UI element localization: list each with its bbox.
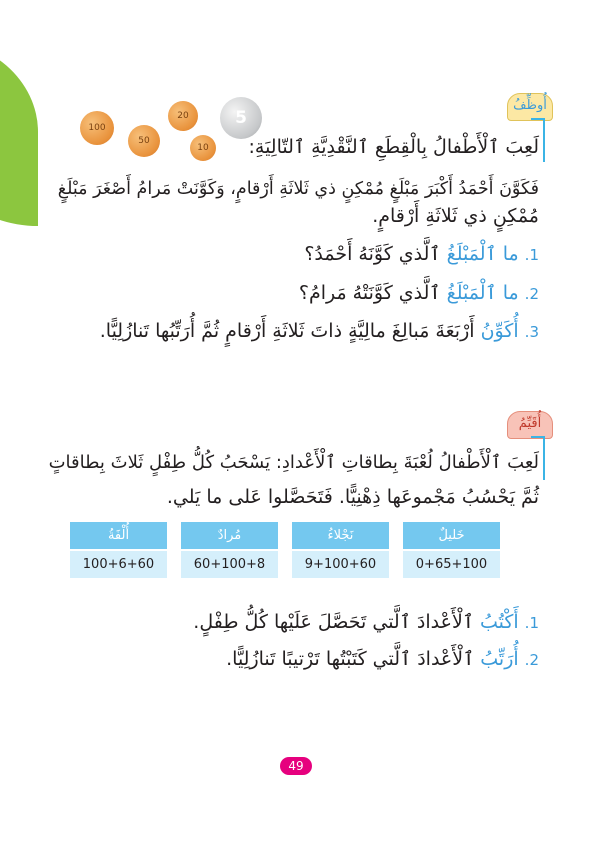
coin-100: 100 <box>80 111 114 145</box>
section-tab-uqayyim: أُقَيِّمُ <box>507 411 553 439</box>
question-number: 2. <box>524 651 539 669</box>
question-highlight: أُكَوِّنُ <box>480 320 519 342</box>
coin-20: 20 <box>168 101 198 131</box>
section1-question-3 <box>40 318 539 345</box>
card-expression: 0+65+100 <box>403 551 500 578</box>
card-name: نَجْلاءُ <box>292 522 389 549</box>
question-text: ٱلَّذي كَوَّنَهُ أَحْمَدُ؟ <box>304 243 447 265</box>
question-text: ٱلَّذي كَوَّنَتْهُ مَرامُ؟ <box>298 282 447 304</box>
page-number: 49 <box>280 757 312 775</box>
question-highlight: ما ٱلْمَبْلَغُ <box>446 282 519 304</box>
question-number: 1. <box>524 614 539 632</box>
card-najlaa <box>292 522 389 578</box>
question-highlight: ما ٱلْمَبْلَغُ <box>446 243 519 265</box>
question-text: أَرْبَعَةَ مَبالِغَ مالِيَّةٍ ذاتَ ثَلاثَةِ أَرْقامٍ ثُمَّ أُرَتِّبُها تَنازُلِيًّا. <box>99 320 481 342</box>
question-highlight: أَكْتُبُ <box>479 611 519 633</box>
card-name: مُرادٌ <box>181 522 278 549</box>
question-number: 1. <box>524 246 539 264</box>
coin-5: 5 <box>220 97 262 139</box>
section2-question-1 <box>40 609 539 636</box>
section2-question-2 <box>40 646 539 673</box>
question-number: 3. <box>524 323 539 341</box>
card-expression: 60+100+8 <box>181 551 278 578</box>
card-expression: 100+6+60 <box>70 551 167 578</box>
section2-intro-line1: لَعِبَ ٱلْأَطْفالُ لُعْبَةَ بِطاقاتِ ٱلْأَعْدادِ: يَسْحَبُ كُلُّ طِفْلٍ ثَلاثَ بِطاقاتٍ <box>48 452 539 473</box>
number-cards <box>70 522 500 578</box>
card-name: خَليلٌ <box>403 522 500 549</box>
question-text: ٱلْأَعْدادَ ٱلَّتي تَحَصَّلَ عَلَيْها كُلُّ طِفْلٍ. <box>193 611 480 633</box>
card-name: أُلْفَةُ <box>70 522 167 549</box>
decorative-leaf <box>0 38 38 226</box>
section-tab-awazzif: أُوظِّفُ <box>507 93 553 121</box>
coin-50: 50 <box>128 125 160 157</box>
section1-question-1 <box>40 241 539 268</box>
card-expression: 9+100+60 <box>292 551 389 578</box>
question-text: ٱلْأَعْدادَ ٱلَّتي كَتَبْتُها تَرْتيبًا تَنازُلِيًّا. <box>226 648 481 670</box>
section1-question-2 <box>40 280 539 307</box>
coin-10: 10 <box>190 135 216 161</box>
section1-intro: لَعِبَ ٱلْأَطْفالُ بِالْقِطَعِ ٱلنَّقْدِيَّةِ ٱلتّالِيَةِ: <box>248 136 539 158</box>
card-murad <box>181 522 278 578</box>
question-number: 2. <box>524 285 539 303</box>
section1-body-line1: فَكَوَّنَ أَحْمَدُ أَكْبَرَ مَبْلَغٍ مُمْكِنٍ ذي ثَلاثَةِ أَرْقامٍ، وَكَوَّنَتْ مَرامُ أَصْغَرَ مَبْلَغٍ <box>57 179 539 199</box>
section2-intro-line2: ثُمَّ يَحْسُبُ مَجْموعَها ذِهْنِيًّا. فَتَحَصَّلوا عَلى ما يَلي. <box>166 486 539 508</box>
card-ulfa <box>70 522 167 578</box>
question-highlight: أُرَتِّبُ <box>480 648 519 670</box>
section1-body-line2: مُمْكِنٍ ذي ثَلاثَةِ أَرْقامٍ. <box>372 205 539 227</box>
card-khalil <box>403 522 500 578</box>
